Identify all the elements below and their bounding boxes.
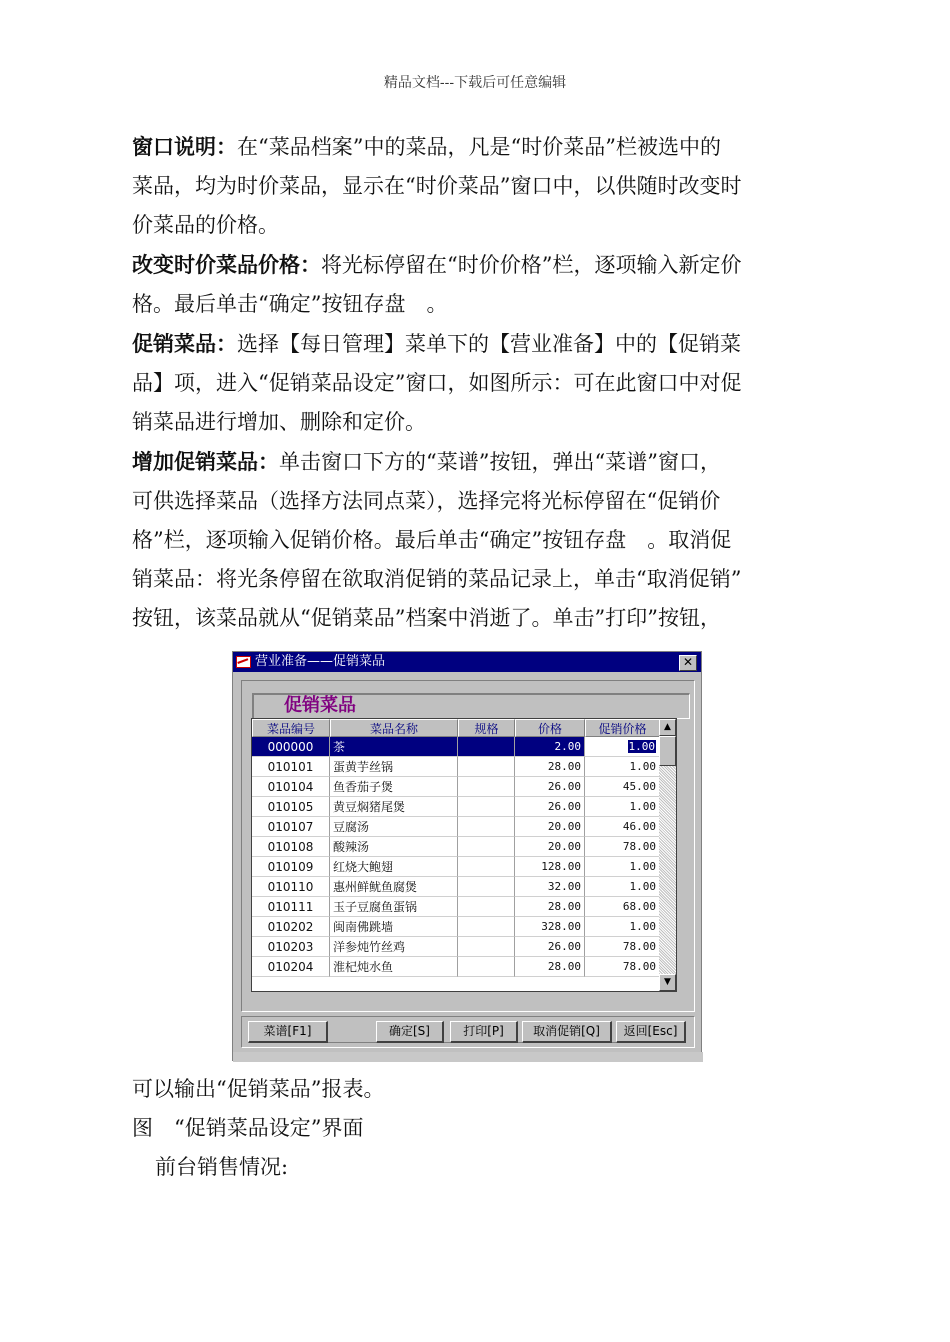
figure-caption — [132, 1109, 832, 1148]
caption-text: 图 “促销菜品设定”界面 — [132, 1116, 364, 1140]
text-line: 可以输出“促销菜品”报表。 — [132, 1077, 385, 1101]
cell-code: 010109 — [252, 857, 330, 877]
cell-code: 010204 — [252, 957, 330, 977]
col-header-name[interactable]: 菜品名称 — [330, 719, 458, 737]
cell-spec — [458, 917, 515, 937]
cell-price: 28.00 — [515, 897, 585, 917]
table-row[interactable] — [252, 857, 660, 877]
cell-code: 010107 — [252, 817, 330, 837]
table-row[interactable] — [252, 917, 660, 937]
cell-spec — [458, 837, 515, 857]
dialog-titlebar[interactable] — [233, 652, 701, 672]
table-row[interactable] — [252, 817, 660, 837]
paragraph-change-price — [132, 245, 832, 324]
paragraph-print-report — [132, 1070, 832, 1109]
cell-promo-price[interactable]: 1.00 — [585, 797, 660, 817]
term-add-promo: 增加促销菜品： — [132, 449, 279, 474]
cell-promo-price[interactable]: 45.00 — [585, 777, 660, 797]
cell-spec — [458, 777, 515, 797]
promo-dialog — [232, 651, 702, 1061]
scroll-up-icon[interactable]: ▲ — [659, 719, 676, 736]
dialog-title: 营业准备——促销菜品 — [255, 654, 386, 669]
text-line: 按钮，该菜品就从“促销菜品”档案中消逝了。单击”打印”按钮， — [132, 606, 721, 630]
cell-spec — [458, 877, 515, 897]
text-line: 销菜品：将光条停留在欲取消促销的菜品记录上，单击“取消促销” — [132, 567, 742, 591]
text-line: 菜品，均为时价菜品，显示在“时价菜品”窗口中，以供随时改变时 — [132, 174, 742, 198]
col-header-price[interactable]: 价格 — [515, 719, 585, 737]
table-row[interactable] — [252, 757, 660, 777]
menu-button[interactable]: 菜谱[F1] — [248, 1021, 328, 1043]
text-line: 前台销售情况: — [155, 1155, 289, 1179]
table-row[interactable] — [252, 877, 660, 897]
cell-promo-price[interactable]: 78.00 — [585, 957, 660, 977]
dialog-bottom-edge — [233, 1052, 703, 1062]
table-row[interactable] — [252, 737, 660, 757]
cell-price: 28.00 — [515, 757, 585, 777]
cell-name: 玉子豆腐鱼蛋锅 — [330, 897, 458, 917]
cell-price: 328.00 — [515, 917, 585, 937]
text-line: 可供选择菜品（选择方法同点菜），选择完将光标停留在“促销价 — [132, 489, 721, 513]
cell-spec — [458, 797, 515, 817]
cell-spec — [458, 857, 515, 877]
vertical-scrollbar[interactable] — [659, 719, 676, 991]
scroll-thumb[interactable] — [659, 736, 676, 766]
cell-spec — [458, 957, 515, 977]
app-icon — [236, 656, 251, 668]
cell-price: 2.00 — [515, 737, 585, 757]
cancel-promo-button[interactable]: 取消促销[Q] — [522, 1021, 612, 1043]
text-line: 格。最后单击“确定”按钮存盘 。 — [132, 292, 448, 316]
cell-code: 010202 — [252, 917, 330, 937]
text-line: 价菜品的价格。 — [132, 213, 279, 237]
table-row[interactable] — [252, 777, 660, 797]
text-line: 格”栏，逐项输入促销价格。最后单击“确定”按钮存盘 。取消促 — [132, 528, 732, 552]
promo-price-editor[interactable]: 1.00 — [628, 740, 655, 753]
cell-price: 20.00 — [515, 837, 585, 857]
panel-title: 促销菜品 — [252, 693, 690, 719]
cell-spec — [458, 897, 515, 917]
cell-code: 010101 — [252, 757, 330, 777]
cell-code: 010111 — [252, 897, 330, 917]
cell-spec — [458, 937, 515, 957]
cell-price: 28.00 — [515, 957, 585, 977]
cell-code: 000000 — [252, 737, 330, 757]
paragraph-front-sales — [155, 1148, 855, 1187]
cell-name: 黄豆焖猪尾煲 — [330, 797, 458, 817]
table-row[interactable] — [252, 897, 660, 917]
close-button[interactable]: ✕ — [679, 655, 697, 671]
print-button[interactable]: 打印[P] — [450, 1021, 518, 1043]
table-row[interactable] — [252, 837, 660, 857]
cell-name: 闽南佛跳墙 — [330, 917, 458, 937]
cell-promo-price[interactable]: 46.00 — [585, 817, 660, 837]
cell-price: 128.00 — [515, 857, 585, 877]
cell-name: 洋参炖竹丝鸡 — [330, 937, 458, 957]
cell-price: 26.00 — [515, 937, 585, 957]
cell-promo-price[interactable]: 1.00 — [585, 757, 660, 777]
cell-promo-price[interactable]: 1.00 — [585, 877, 660, 897]
cell-promo-price[interactable]: 1.00 — [585, 857, 660, 877]
cell-price: 20.00 — [515, 817, 585, 837]
ok-button[interactable]: 确定[S] — [376, 1021, 444, 1043]
term-promo: 促销菜品： — [132, 331, 237, 356]
cell-price: 32.00 — [515, 877, 585, 897]
cell-spec — [458, 757, 515, 777]
cell-name: 豆腐汤 — [330, 817, 458, 837]
text-line: 销菜品进行增加、删除和定价。 — [132, 410, 426, 434]
cell-name: 蛋黄芋丝锅 — [330, 757, 458, 777]
cell-name: 红烧大鲍翅 — [330, 857, 458, 877]
cell-promo-price[interactable]: 1.00 — [585, 917, 660, 937]
back-button[interactable]: 返回[Esc] — [616, 1021, 686, 1043]
cell-name: 茶 — [330, 737, 458, 757]
button-bar — [241, 1016, 695, 1048]
text-line: 单击窗口下方的“菜谱”按钮，弹出“菜谱”窗口， — [279, 450, 721, 474]
cell-code: 010104 — [252, 777, 330, 797]
term-window-desc: 窗口说明： — [132, 134, 237, 159]
text-line: 将光标停留在“时价价格”栏，逐项输入新定价 — [321, 253, 742, 277]
term-change-price: 改变时价菜品价格： — [132, 252, 321, 277]
paragraph-window-desc — [132, 127, 832, 245]
text-line: 品】项，进入“促销菜品设定”窗口，如图所示：可在此窗口中对促 — [132, 371, 742, 395]
col-header-spec[interactable]: 规格 — [458, 719, 515, 737]
paragraph-add-promo — [132, 442, 832, 638]
scroll-down-icon[interactable]: ▼ — [659, 974, 676, 991]
text-line: 选择【每日管理】菜单下的【营业准备】中的【促销菜 — [237, 332, 741, 356]
table-row[interactable] — [252, 937, 660, 957]
cell-name: 酸辣汤 — [330, 837, 458, 857]
table-row[interactable] — [252, 957, 660, 977]
cell-promo-price[interactable]: 68.00 — [585, 897, 660, 917]
cell-code: 010110 — [252, 877, 330, 897]
col-header-code[interactable]: 菜品编号 — [252, 719, 330, 737]
cell-code: 010105 — [252, 797, 330, 817]
cell-name: 鱼香茄子煲 — [330, 777, 458, 797]
cell-name: 惠州鲜鱿鱼腐煲 — [330, 877, 458, 897]
table-row[interactable] — [252, 797, 660, 817]
cell-price: 26.00 — [515, 797, 585, 817]
paragraph-promo — [132, 324, 832, 442]
cell-code: 010203 — [252, 937, 330, 957]
cell-code: 010108 — [252, 837, 330, 857]
promo-grid[interactable] — [251, 718, 677, 992]
text-line: 在“菜品档案”中的菜品，凡是“时价菜品”栏被选中的 — [237, 135, 721, 159]
cell-promo-price[interactable]: 78.00 — [585, 937, 660, 957]
cell-spec — [458, 817, 515, 837]
cell-promo-price[interactable] — [585, 737, 660, 757]
page-header: 精品文档---下载后可任意编辑 — [383, 75, 567, 91]
cell-name: 淮杞炖水鱼 — [330, 957, 458, 977]
col-header-promo-price[interactable]: 促销价格 — [585, 719, 660, 737]
cell-spec — [458, 737, 515, 757]
cell-price: 26.00 — [515, 777, 585, 797]
cell-promo-price[interactable]: 78.00 — [585, 837, 660, 857]
